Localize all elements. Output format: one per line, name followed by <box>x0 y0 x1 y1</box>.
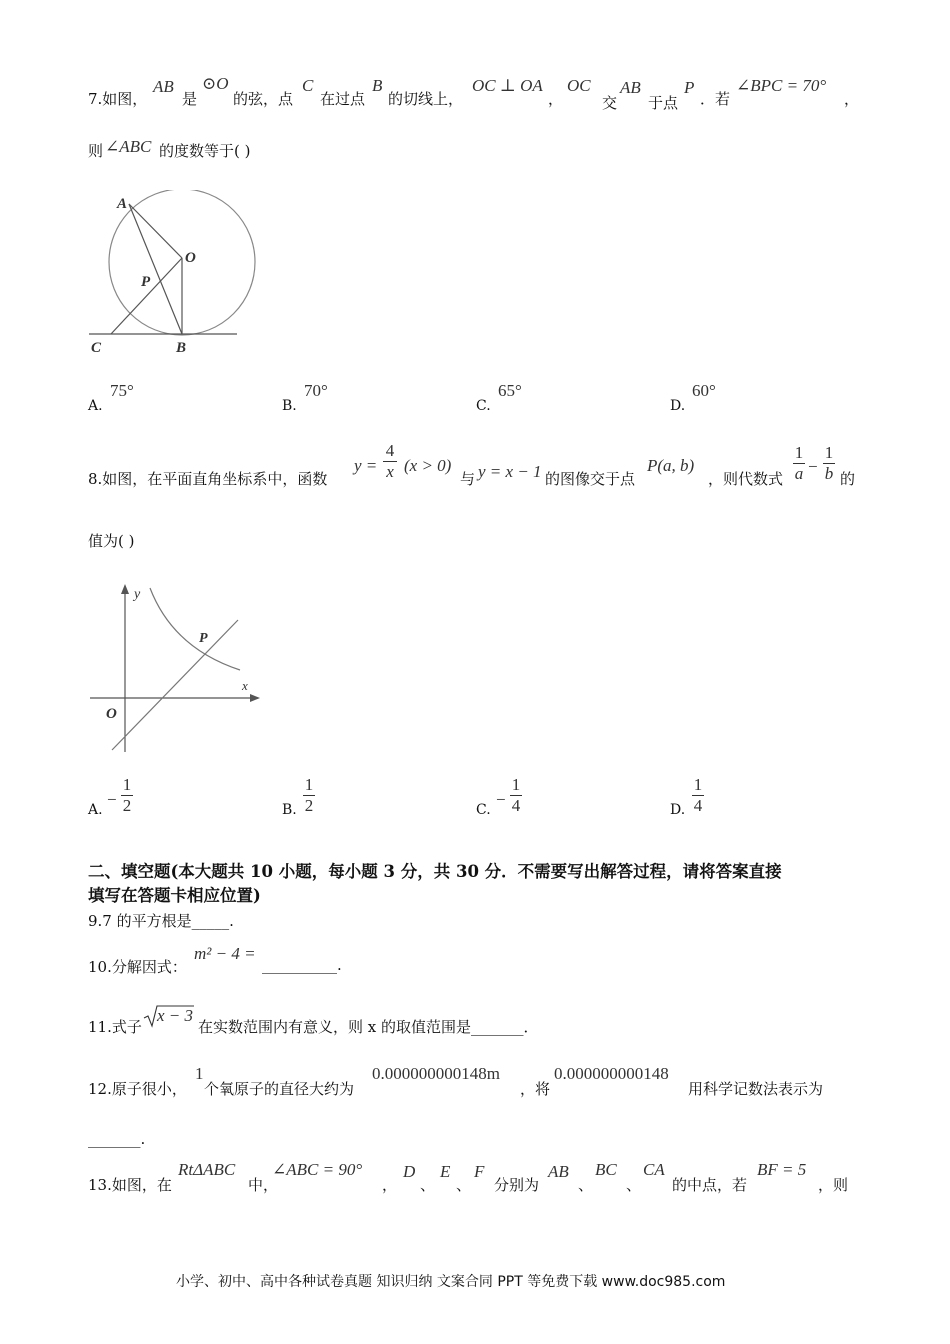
q10-blank: __________. <box>262 956 342 974</box>
label-x: x <box>242 678 248 693</box>
q10-expression: m² − 4 = <box>194 944 256 963</box>
q13-ca: CA <box>643 1160 665 1179</box>
label-o: O <box>106 706 117 722</box>
footer-text: 小学、初中、高中各种试卷真题 知识归纳 文案合同 PPT 等免费下载 www.doc985.com <box>176 1274 726 1290</box>
q7-ab: AB <box>153 77 174 96</box>
q7-text: ．若 <box>700 90 731 108</box>
q7-point-c: C <box>302 76 314 95</box>
label-a: A <box>117 196 128 212</box>
q13-text: 中， <box>248 1176 279 1194</box>
q7-comma: ， <box>844 90 860 108</box>
option-value: 65° <box>498 381 522 400</box>
q8-text: 的 <box>840 470 856 488</box>
label-y: y <box>134 587 141 602</box>
option-label: D. <box>670 802 686 818</box>
q7-ab2: AB <box>620 78 641 97</box>
q13-bf: BF = 5 <box>757 1160 807 1179</box>
q8-minus: − <box>808 457 818 476</box>
q11-suffix: 在实数范围内有意义，则 x 的取值范围是_______． <box>198 1018 539 1036</box>
q12-blank: _______. <box>88 1130 146 1148</box>
label-o: O <box>185 250 196 266</box>
q12-prefix: 12.原子很小， <box>88 1080 187 1098</box>
option-label: C. <box>476 398 491 414</box>
q13-prefix: 13.如图，在 <box>88 1176 172 1194</box>
q7-text: 交 <box>602 94 618 112</box>
q8-stem-line2: 值为( ) <box>88 532 135 550</box>
q7-circle-o: ⊙O <box>202 74 229 93</box>
q7-text: 于点 <box>648 94 679 112</box>
q7-text: 则 <box>88 142 104 160</box>
q7-text: 在过点 <box>320 90 366 108</box>
q11-prefix: 11.式子 <box>88 1018 142 1036</box>
q13-sep: 、 <box>420 1176 436 1194</box>
option-fraction: 1 2 <box>122 775 132 815</box>
q7-text: 的度数等于( ) <box>159 142 251 160</box>
q13-triangle: RtΔABC <box>178 1160 236 1179</box>
hyperbola-curve <box>150 588 240 670</box>
q13-text: ， <box>382 1176 398 1194</box>
q7-text: 的弦，点 <box>233 90 294 108</box>
label-b: B <box>176 340 187 356</box>
q8-fraction-1-over-a: 1 a <box>794 443 804 483</box>
q8-fraction-1-over-b: 1 b <box>824 443 834 483</box>
q13-d: D <box>403 1162 416 1181</box>
line-y-x-minus-1 <box>112 620 238 750</box>
section-heading-line1: 二、填空题(本大题共 10 小题，每小题 3 分，共 30 分．不需要写出解答过程，请将答案直接 <box>88 862 782 881</box>
option-sign: − <box>107 790 117 809</box>
x-axis-arrow-icon <box>250 694 260 702</box>
q8-text: 的图像交于点 <box>545 470 636 488</box>
option-label: A. <box>88 802 103 818</box>
q7-number: 7.如图， <box>88 90 148 108</box>
q7-perp: OC ⊥ OA <box>472 76 543 95</box>
label-c: C <box>91 340 102 356</box>
option-fraction: 1 4 <box>693 775 703 815</box>
option-label: B. <box>282 398 297 414</box>
option-label: D. <box>670 398 686 414</box>
label-p: P <box>141 274 151 290</box>
option-label: C. <box>476 802 491 818</box>
label-p: P <box>199 631 208 646</box>
option-fraction: 1 2 <box>304 775 314 815</box>
q13-sep: 、 <box>578 1176 594 1194</box>
q12-text: ，将 <box>520 1080 551 1098</box>
segment-oa <box>129 204 182 258</box>
q8-line-eq: y = x − 1 <box>478 462 542 481</box>
q7-point-p: P <box>684 78 695 97</box>
q13-bc: BC <box>595 1160 617 1179</box>
option-sign: − <box>496 790 506 809</box>
q8-number: 8.如图，在平面直角坐标系中，函数 <box>88 470 328 488</box>
option-value: 70° <box>304 381 328 400</box>
y-axis-arrow-icon <box>121 584 129 594</box>
q13-sep: 、 <box>456 1176 472 1194</box>
q13-text: 的中点，若 <box>672 1176 748 1194</box>
q12-text: 个氧原子的直径大约为 <box>204 1080 355 1098</box>
option-label: B. <box>282 802 297 818</box>
q7-circle-figure <box>85 190 265 360</box>
q13-f: F <box>474 1162 485 1181</box>
q8-condition: (x > 0) <box>404 456 452 475</box>
q13-angle: ∠ABC = 90° <box>272 1160 363 1179</box>
q8-graph-figure <box>88 578 268 756</box>
q10-prefix: 10.分解因式： <box>88 958 187 976</box>
q7-oc: OC <box>567 76 591 95</box>
q13-text: 分别为 <box>494 1176 540 1194</box>
q8-y-eq: y = <box>354 456 378 475</box>
option-fraction: 1 4 <box>511 775 521 815</box>
q12-one: 1 <box>195 1064 204 1083</box>
q8-text: ，则代数式 <box>708 470 784 488</box>
q9-text: 9.7 的平方根是_____. <box>88 912 234 930</box>
q7-text: 是 <box>182 90 198 108</box>
q13-ab: AB <box>548 1162 569 1181</box>
q13-e: E <box>440 1162 451 1181</box>
q8-fraction-4-over-x: 4 x <box>383 442 397 481</box>
segment-oc <box>111 258 182 334</box>
q7-angle-bpc: ∠BPC = 70° <box>736 76 827 95</box>
option-label: A. <box>88 398 103 414</box>
section-heading-line2: 填写在答题卡相应位置) <box>88 886 261 905</box>
q12-value1: 0.000000000148m <box>372 1064 500 1083</box>
q7-comma: ， <box>548 90 564 108</box>
option-value: 75° <box>110 381 134 400</box>
q12-value2: 0.000000000148 <box>554 1064 669 1083</box>
chord-ab <box>129 204 182 334</box>
q13-sep: 、 <box>626 1176 642 1194</box>
q7-text: 的切线上， <box>388 90 464 108</box>
option-value: 60° <box>692 381 716 400</box>
q7-point-b: B <box>372 76 383 95</box>
q8-text: 与 <box>460 470 476 488</box>
q12-text: 用科学记数法表示为 <box>688 1080 824 1098</box>
q13-text: ，则 <box>818 1176 849 1194</box>
q8-point-p: P(a, b) <box>647 456 695 475</box>
q11-radicand: x − 3 <box>157 1006 194 1025</box>
q7-angle-abc: ∠ABC <box>105 137 152 156</box>
